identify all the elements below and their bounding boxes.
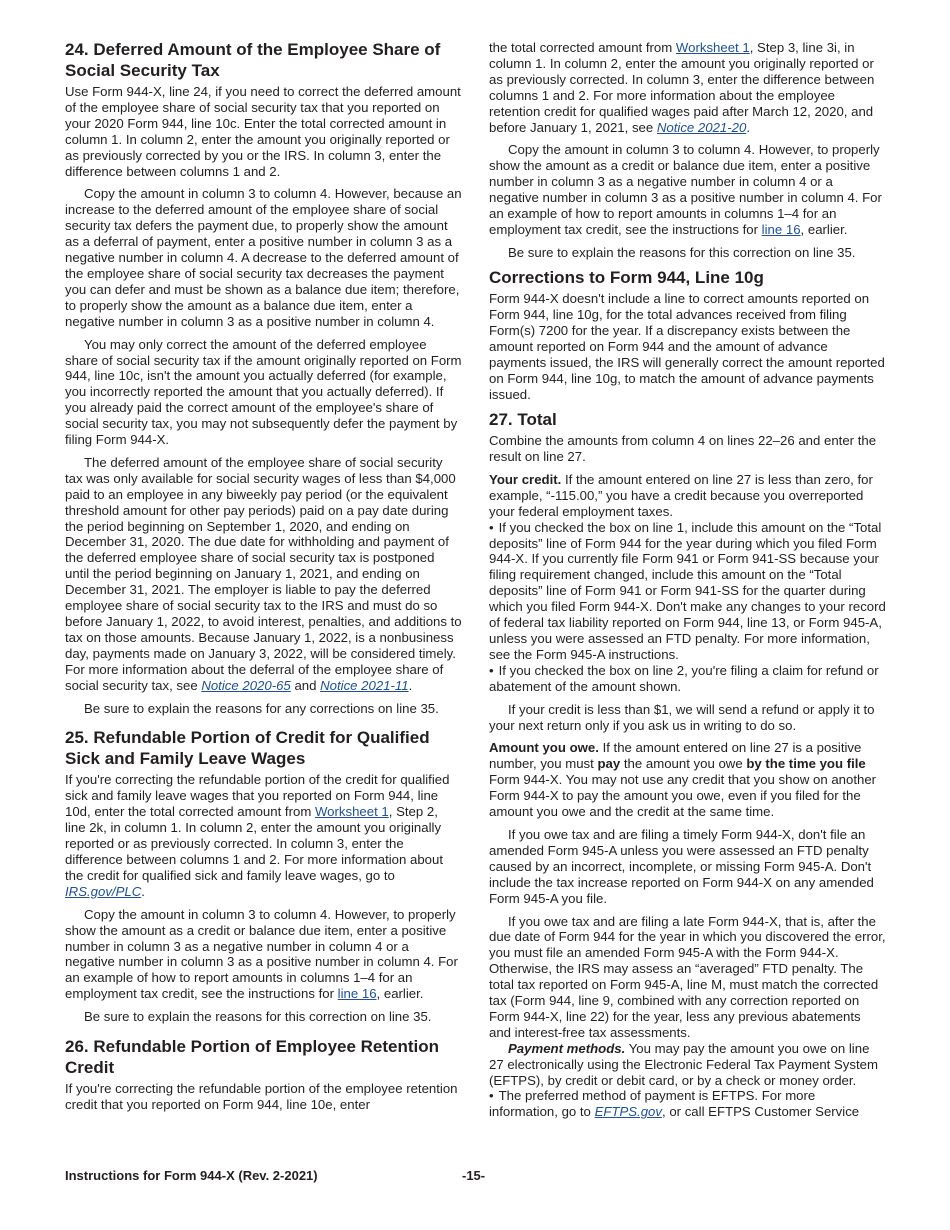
your-credit-label: Your credit. bbox=[489, 471, 562, 487]
section-24-p1: Use Form 944-X, line 24, if you need to correct the deferred amount of the employee share of social security tax that you reported on your 2020 Form 944, line 10c. Enter the total corrected amount in column 1. In column 2, enter the amount you originally reported or as previously corrected by you or the IRS. In column 3, enter the difference between columns 1 and 2. bbox=[65, 84, 461, 179]
your-credit-text: If the amount entered on line 27 is less than zero, for example, “-115.00,” you have a credit because you overreported your federal employment taxes. bbox=[489, 471, 873, 519]
payment-methods-label: Payment methods. bbox=[508, 1040, 626, 1056]
owe-late-paragraph: If you owe tax and are filing a late Form 944-X, that is, after the due date of Form 944 for the year in which you discovered the error, you must file an amended Form 945-A with the Form 944-X. Otherwise, the IRS may assess an “averaged” FTD penalty. The total tax reported on Form 945-A, line M, must match the corrected tax (Form 944, line 9, combined with any correction reported on Form 944-X, line 22) for the year, less any previous abatements and interest-free tax assessments. bbox=[489, 913, 886, 1040]
owe-pay-bold: pay bbox=[597, 756, 621, 772]
section-27-heading: 27. Total bbox=[489, 409, 557, 429]
section-24-p4 bbox=[65, 455, 462, 694]
owe-text-a: If the amount entered on line 27 is a positive number, you must bbox=[489, 740, 862, 772]
notice-2021-11-link[interactable]: Notice 2021-11 bbox=[320, 677, 409, 693]
section-25-p2-text: Copy the amount in column 3 to column 4. However, to properly show the amount as a credit or balance due item, enter a positive number in column 3 as a negative number in column 4 or a negative number in column 3 as a positive number in column 4. For an example of how to report amounts in columns 1–4 for an employment tax credit, see the instructions for bbox=[65, 906, 458, 1002]
section-24-heading: 24. Deferred Amount of the Employee Share of Social Security Tax bbox=[65, 40, 441, 80]
footer-form-title: Instructions for Form 944-X (Rev. 2-2021) bbox=[65, 1168, 318, 1183]
owe-text-c: Form 944-X. You may not use any credit that you show on another Form 944-X to pay the amount you owe, even if you filed for the amount you owe and the credit at the same time. bbox=[489, 772, 877, 820]
left-column bbox=[65, 40, 462, 1120]
footer-page-number: -15- bbox=[462, 1168, 486, 1183]
credit-bullet-2: • If you checked the box on line 2, you're filing a claim for refund or abatement of the amount shown. bbox=[489, 663, 886, 695]
right-column bbox=[489, 40, 886, 1120]
section-26-cont-text: the total corrected amount from bbox=[489, 40, 676, 55]
section-26-p2 bbox=[489, 142, 886, 237]
irs-plc-link[interactable]: IRS.gov/PLC bbox=[65, 883, 142, 899]
your-credit-paragraph bbox=[489, 472, 886, 520]
section-25-p3: Be sure to explain the reasons for this correction on line 35. bbox=[84, 1009, 432, 1025]
and-text: and bbox=[290, 677, 321, 693]
amount-you-owe-label: Amount you owe. bbox=[489, 740, 599, 756]
section-25-heading: 25. Refundable Portion of Credit for Qualified Sick and Family Leave Wages bbox=[65, 728, 430, 768]
payment-bullet-eftps bbox=[489, 1088, 886, 1120]
section-26-p1-cont bbox=[489, 40, 886, 135]
section-10g-heading: Corrections to Form 944, Line 10g bbox=[489, 267, 764, 287]
eftps-gov-link[interactable]: EFTPS.gov bbox=[594, 1104, 662, 1120]
owe-time-bold: by the time you file bbox=[746, 756, 866, 772]
section-25-p1 bbox=[65, 772, 462, 899]
eftps-text-end: , or call EFTPS Customer Service bbox=[662, 1104, 860, 1120]
section-24-p5: Be sure to explain the reasons for any corrections on line 35. bbox=[84, 700, 439, 716]
owe-timely-paragraph: If you owe tax and are filing a timely Form 944-X, don't file an amended Form 945-A unless you were assessed an FTD penalty caused by an incorrect, incomplete, or missing Form 945-A. Don't include the tax increase reported on Form 944-X on any amended Form 945-A you file. bbox=[489, 826, 874, 906]
line-16-link[interactable]: line 16 bbox=[761, 221, 801, 237]
section-25-p2 bbox=[65, 907, 462, 1002]
payment-methods-paragraph bbox=[489, 1041, 886, 1089]
section-24-p2: Copy the amount in column 3 to column 4. However, because an increase to the deferred amount of the employee share of social security tax defers the payment due, to properly show the amount as a deferral of payment, enter a positive number in column 3 as a negative number in column 4. A decrease to the deferred amount of the employee share of social security tax decreases the payment you can defer and must be shown as a balance due item; therefore, to properly show the amount as a balance due item, enter a negative number in column 3 as a positive number in column 4. bbox=[65, 186, 462, 329]
section-26-cont-text-b: , Step 3, line 3i, in column 1. In column 2, enter the amount you originally reported or as previously corrected. In column 3, enter the difference between columns 1 and 2. For more information about the employee retention credit for qualified wages paid after March 12, 2020, and before January 1, 2021, see bbox=[489, 40, 875, 135]
section-26-heading: 26. Refundable Portion of Employee Retention Credit bbox=[65, 1037, 440, 1077]
notice-2021-20-link[interactable]: Notice 2021-20 bbox=[656, 119, 747, 135]
section-26-p3: Be sure to explain the reasons for this correction on line 35. bbox=[508, 244, 856, 260]
worksheet-1-link[interactable]: Worksheet 1 bbox=[314, 804, 389, 820]
period-text: . bbox=[746, 119, 751, 135]
section-10g-p1: Form 944-X doesn't include a line to correct amounts reported on Form 944, line 10g, for the total advances received from filing Form(s) 7200 for the year. If a discrepancy exists between the amount reported on Form 944 and the amount of advance payments issued, the IRS will generally correct the amount reported on Form 944, line 10g, to match the amount of advance payments issued. bbox=[489, 291, 885, 402]
line-16-link[interactable]: line 16 bbox=[337, 986, 377, 1002]
credit-bullet-1: • If you checked the box on line 1, include this amount on the “Total deposits” line of Form 944 for the year during which you filed Form 944-X. If you currently file Form 941 or Form 941-SS because your filing requirement changed, include this amount on the “Total deposits” line of Form 941 or Form 941-SS for the quarter during which you filed Form 944-X. Don't make any changes to your record of federal tax liability reported on Form 944, line 13, or Form 945-A, unless you were assessed an FTD penalty. For more information, see the Form 945-A instructions. bbox=[489, 520, 886, 663]
section-25-p1-text: If you're correcting the refundable portion of the credit for qualified sick and family leave wages that you reported on Form 944, line 10d, enter the total corrected amount from bbox=[65, 772, 450, 820]
section-26-p2-text: Copy the amount in column 3 to column 4. However, to properly show the amount as a credit or balance due item, enter a positive number in column 3 as a negative number in column 4 or a negative number in column 3 as a positive number in column 4. For an example of how to report amounts in columns 1–4 for an employment tax credit, see the instructions for bbox=[489, 142, 882, 237]
section-26-p2-end: , earlier. bbox=[800, 221, 848, 237]
section-26-p1: If you're correcting the refundable portion of the employee retention credit that you reported on Form 944, line 10e, enter bbox=[65, 1081, 458, 1112]
notice-2020-65-link[interactable]: Notice 2020-65 bbox=[201, 677, 291, 693]
section-25-p2-end: , earlier. bbox=[376, 986, 424, 1002]
worksheet-1-link[interactable]: Worksheet 1 bbox=[675, 40, 750, 55]
section-25-p1-text-b: , Step 2, line 2k, in column 1. In column 2, enter the amount you originally reported or as previously corrected. In column 3, enter the difference between columns 1 and 2. For more information about the credit for qualified sick and family leave wages, go to bbox=[65, 804, 444, 883]
credit-less-than-1: If your credit is less than $1, we will send a refund or apply it to your next return only if you ask us in writing to do so. bbox=[489, 701, 875, 733]
period-text: . bbox=[141, 883, 145, 899]
section-24-p4-text: The deferred amount of the employee share of social security tax was only available for social security wages of less than $4,000 paid to an employee in any biweekly pay period (or the equivalent threshold amount for other pay periods) paid on a pay date during the period beginning on September 1, 2020, and ending on December 31, 2020. The due date for withholding and payment of the deferred employee share of social security tax is postponed until the period beginning on January 1, 2021, and ending on December 31, 2021. The employer is liable to pay the deferred employee share of social security tax to the IRS and must do so before January 1, 2022, to avoid interest, penalties, and additions to tax on those amounts. Because January 1, 2022, is a nonbusiness day, payments made on January 3, 2022, will be considered timely. For more information about the deferral of the employee share of social security tax, see bbox=[65, 454, 462, 693]
eftps-text: The preferred method of payment is EFTPS. For more information, go to bbox=[489, 1088, 816, 1120]
payment-methods-text: You may pay the amount you owe on line 27 electronically using the Electronic Federal Tax Payment System (EFTPS), by credit or debit card, or by a check or money order. bbox=[489, 1040, 878, 1088]
section-24-p3: You may only correct the amount of the deferred employee share of social security tax if the amount originally reported on Form 944, line 10c, isn't the amount you actually deferred (for example, you incorrectly reported the amount that you actually deferred). If you already paid the correct amount of the employee's share of social security tax, you may not subsequently defer the payment by filing Form 944-X. bbox=[65, 336, 462, 448]
section-27-p1: Combine the amounts from column 4 on lines 22–26 and enter the result on line 27. bbox=[489, 433, 877, 465]
period-text: . bbox=[408, 677, 413, 693]
owe-text-b: the amount you owe bbox=[620, 756, 747, 772]
amount-you-owe-paragraph bbox=[489, 740, 886, 820]
